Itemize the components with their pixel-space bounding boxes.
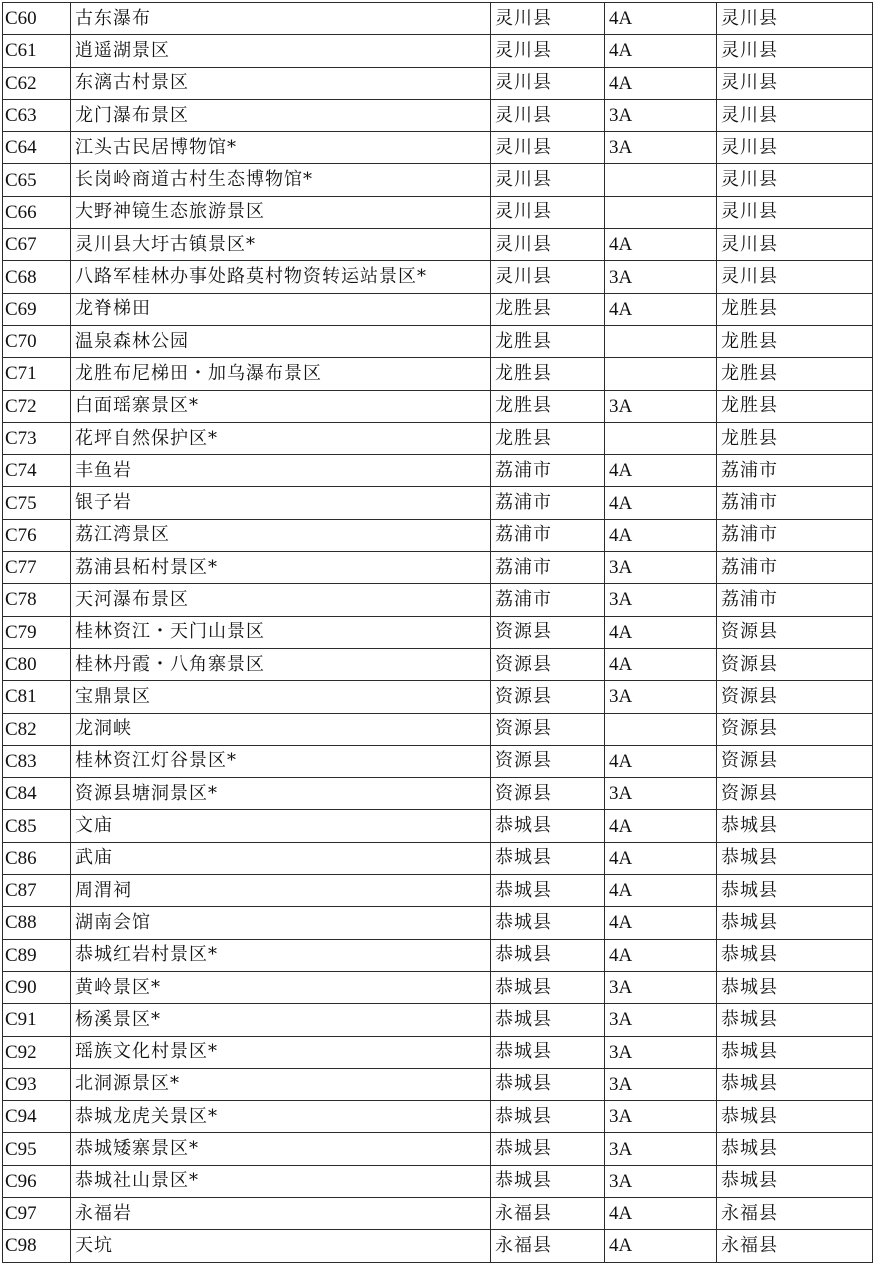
cell-code: C83 bbox=[3, 745, 71, 777]
cell-code: C77 bbox=[3, 552, 71, 584]
cell-code: C69 bbox=[3, 293, 71, 325]
cell-county: 荔浦市 bbox=[491, 584, 605, 616]
cell-grade: 4A bbox=[605, 455, 717, 487]
cell-grade: 3A bbox=[605, 584, 717, 616]
cell-manager: 灵川县 bbox=[717, 164, 873, 196]
table-row bbox=[3, 842, 873, 874]
cell-code: C97 bbox=[3, 1197, 71, 1229]
cell-code: C65 bbox=[3, 164, 71, 196]
cell-scenic-name: 龙门瀑布景区 bbox=[71, 99, 491, 131]
table-row bbox=[3, 648, 873, 680]
cell-county: 恭城县 bbox=[491, 1101, 605, 1133]
cell-manager: 龙胜县 bbox=[717, 325, 873, 357]
table-row bbox=[3, 584, 873, 616]
cell-county: 恭城县 bbox=[491, 939, 605, 971]
table-row bbox=[3, 1068, 873, 1100]
cell-grade: 4A bbox=[605, 745, 717, 777]
cell-county: 灵川县 bbox=[491, 164, 605, 196]
cell-county: 资源县 bbox=[491, 713, 605, 745]
cell-scenic-name: 龙洞峡 bbox=[71, 713, 491, 745]
table-row bbox=[3, 1036, 873, 1068]
cell-grade: 3A bbox=[605, 99, 717, 131]
cell-scenic-name: 八路军桂林办事处路莫村物资转运站景区* bbox=[71, 261, 491, 293]
cell-grade: 4A bbox=[605, 1230, 717, 1262]
cell-manager: 恭城县 bbox=[717, 1068, 873, 1100]
cell-manager: 荔浦市 bbox=[717, 519, 873, 551]
cell-grade: 3A bbox=[605, 390, 717, 422]
table-row bbox=[3, 132, 873, 164]
table-row bbox=[3, 519, 873, 551]
cell-grade: 4A bbox=[605, 616, 717, 648]
cell-code: C91 bbox=[3, 1004, 71, 1036]
cell-code: C81 bbox=[3, 681, 71, 713]
cell-scenic-name: 长岗岭商道古村生态博物馆* bbox=[71, 164, 491, 196]
cell-scenic-name: 恭城龙虎关景区* bbox=[71, 1101, 491, 1133]
cell-manager: 荔浦市 bbox=[717, 487, 873, 519]
cell-code: C72 bbox=[3, 390, 71, 422]
cell-scenic-name: 永福岩 bbox=[71, 1197, 491, 1229]
cell-code: C76 bbox=[3, 519, 71, 551]
table-row bbox=[3, 164, 873, 196]
cell-county: 灵川县 bbox=[491, 196, 605, 228]
cell-county: 永福县 bbox=[491, 1197, 605, 1229]
cell-grade: 3A bbox=[605, 778, 717, 810]
cell-grade: 4A bbox=[605, 939, 717, 971]
cell-manager: 灵川县 bbox=[717, 35, 873, 67]
scenic-spot-table bbox=[2, 2, 873, 1263]
cell-grade bbox=[605, 325, 717, 357]
cell-manager: 恭城县 bbox=[717, 1165, 873, 1197]
cell-scenic-name: 银子岩 bbox=[71, 487, 491, 519]
cell-code: C92 bbox=[3, 1036, 71, 1068]
cell-scenic-name: 文庙 bbox=[71, 810, 491, 842]
cell-code: C78 bbox=[3, 584, 71, 616]
cell-manager: 荔浦市 bbox=[717, 552, 873, 584]
cell-county: 灵川县 bbox=[491, 261, 605, 293]
table-row bbox=[3, 1101, 873, 1133]
table-row bbox=[3, 1133, 873, 1165]
cell-scenic-name: 大野神镜生态旅游景区 bbox=[71, 196, 491, 228]
cell-code: C71 bbox=[3, 358, 71, 390]
cell-grade: 3A bbox=[605, 552, 717, 584]
table-row bbox=[3, 552, 873, 584]
cell-scenic-name: 北洞源景区* bbox=[71, 1068, 491, 1100]
cell-code: C70 bbox=[3, 325, 71, 357]
table-row bbox=[3, 616, 873, 648]
cell-code: C67 bbox=[3, 229, 71, 261]
cell-scenic-name: 恭城社山景区* bbox=[71, 1165, 491, 1197]
cell-grade: 3A bbox=[605, 1133, 717, 1165]
table-row bbox=[3, 35, 873, 67]
cell-county: 灵川县 bbox=[491, 229, 605, 261]
table-row bbox=[3, 325, 873, 357]
cell-county: 恭城县 bbox=[491, 1004, 605, 1036]
table-row bbox=[3, 261, 873, 293]
cell-manager: 恭城县 bbox=[717, 1036, 873, 1068]
cell-code: C61 bbox=[3, 35, 71, 67]
cell-grade: 3A bbox=[605, 261, 717, 293]
cell-grade: 4A bbox=[605, 907, 717, 939]
cell-grade: 4A bbox=[605, 487, 717, 519]
cell-manager: 灵川县 bbox=[717, 132, 873, 164]
cell-code: C86 bbox=[3, 842, 71, 874]
cell-county: 灵川县 bbox=[491, 99, 605, 131]
cell-manager: 灵川县 bbox=[717, 196, 873, 228]
cell-code: C62 bbox=[3, 67, 71, 99]
cell-scenic-name: 白面瑶寨景区* bbox=[71, 390, 491, 422]
cell-grade: 4A bbox=[605, 810, 717, 842]
cell-scenic-name: 温泉森林公园 bbox=[71, 325, 491, 357]
cell-manager: 恭城县 bbox=[717, 1101, 873, 1133]
cell-grade: 3A bbox=[605, 1165, 717, 1197]
table-row bbox=[3, 1165, 873, 1197]
cell-county: 恭城县 bbox=[491, 971, 605, 1003]
cell-manager: 恭城县 bbox=[717, 939, 873, 971]
cell-county: 资源县 bbox=[491, 745, 605, 777]
table-row bbox=[3, 455, 873, 487]
cell-code: C87 bbox=[3, 875, 71, 907]
cell-code: C73 bbox=[3, 422, 71, 454]
cell-code: C79 bbox=[3, 616, 71, 648]
cell-county: 恭城县 bbox=[491, 1036, 605, 1068]
cell-manager: 灵川县 bbox=[717, 261, 873, 293]
cell-manager: 恭城县 bbox=[717, 1133, 873, 1165]
table-row bbox=[3, 99, 873, 131]
cell-scenic-name: 湖南会馆 bbox=[71, 907, 491, 939]
cell-scenic-name: 丰鱼岩 bbox=[71, 455, 491, 487]
table-row bbox=[3, 1197, 873, 1229]
cell-scenic-name: 荔江湾景区 bbox=[71, 519, 491, 551]
cell-manager: 龙胜县 bbox=[717, 422, 873, 454]
cell-county: 龙胜县 bbox=[491, 325, 605, 357]
cell-manager: 恭城县 bbox=[717, 971, 873, 1003]
cell-county: 荔浦市 bbox=[491, 455, 605, 487]
cell-grade: 4A bbox=[605, 35, 717, 67]
cell-manager: 灵川县 bbox=[717, 229, 873, 261]
cell-county: 恭城县 bbox=[491, 875, 605, 907]
table-row bbox=[3, 810, 873, 842]
cell-county: 灵川县 bbox=[491, 35, 605, 67]
cell-code: C85 bbox=[3, 810, 71, 842]
table-row bbox=[3, 422, 873, 454]
cell-code: C63 bbox=[3, 99, 71, 131]
table-row bbox=[3, 67, 873, 99]
cell-county: 永福县 bbox=[491, 1230, 605, 1262]
cell-manager: 荔浦市 bbox=[717, 584, 873, 616]
table-row bbox=[3, 1004, 873, 1036]
cell-scenic-name: 桂林丹霞・八角寨景区 bbox=[71, 648, 491, 680]
cell-county: 恭城县 bbox=[491, 810, 605, 842]
cell-code: C60 bbox=[3, 3, 71, 35]
cell-code: C80 bbox=[3, 648, 71, 680]
cell-scenic-name: 天河瀑布景区 bbox=[71, 584, 491, 616]
cell-grade bbox=[605, 358, 717, 390]
cell-code: C82 bbox=[3, 713, 71, 745]
cell-county: 荔浦市 bbox=[491, 519, 605, 551]
cell-scenic-name: 资源县塘洞景区* bbox=[71, 778, 491, 810]
table-row bbox=[3, 875, 873, 907]
cell-scenic-name: 天坑 bbox=[71, 1230, 491, 1262]
cell-county: 灵川县 bbox=[491, 3, 605, 35]
cell-scenic-name: 花坪自然保护区* bbox=[71, 422, 491, 454]
cell-manager: 资源县 bbox=[717, 745, 873, 777]
cell-grade: 4A bbox=[605, 3, 717, 35]
table-row bbox=[3, 293, 873, 325]
cell-manager: 荔浦市 bbox=[717, 455, 873, 487]
cell-code: C75 bbox=[3, 487, 71, 519]
cell-code: C84 bbox=[3, 778, 71, 810]
cell-county: 恭城县 bbox=[491, 842, 605, 874]
cell-scenic-name: 瑶族文化村景区* bbox=[71, 1036, 491, 1068]
cell-code: C66 bbox=[3, 196, 71, 228]
table-row bbox=[3, 229, 873, 261]
cell-grade: 4A bbox=[605, 842, 717, 874]
table-body bbox=[3, 3, 873, 1263]
cell-manager: 灵川县 bbox=[717, 67, 873, 99]
cell-scenic-name: 武庙 bbox=[71, 842, 491, 874]
cell-scenic-name: 东漓古村景区 bbox=[71, 67, 491, 99]
cell-manager: 龙胜县 bbox=[717, 390, 873, 422]
cell-code: C95 bbox=[3, 1133, 71, 1165]
cell-county: 龙胜县 bbox=[491, 422, 605, 454]
cell-code: C88 bbox=[3, 907, 71, 939]
table-row bbox=[3, 358, 873, 390]
cell-manager: 龙胜县 bbox=[717, 293, 873, 325]
cell-county: 资源县 bbox=[491, 616, 605, 648]
cell-grade: 3A bbox=[605, 971, 717, 1003]
table-row bbox=[3, 390, 873, 422]
table-row bbox=[3, 487, 873, 519]
table-row bbox=[3, 713, 873, 745]
cell-county: 恭城县 bbox=[491, 1133, 605, 1165]
cell-grade: 3A bbox=[605, 681, 717, 713]
cell-manager: 恭城县 bbox=[717, 1004, 873, 1036]
cell-grade: 4A bbox=[605, 519, 717, 551]
cell-manager: 资源县 bbox=[717, 648, 873, 680]
cell-manager: 恭城县 bbox=[717, 875, 873, 907]
table-row bbox=[3, 196, 873, 228]
cell-scenic-name: 龙胜布尼梯田・加乌瀑布景区 bbox=[71, 358, 491, 390]
cell-county: 资源县 bbox=[491, 778, 605, 810]
cell-scenic-name: 荔浦县柘村景区* bbox=[71, 552, 491, 584]
cell-county: 恭城县 bbox=[491, 907, 605, 939]
cell-manager: 资源县 bbox=[717, 778, 873, 810]
table-row bbox=[3, 745, 873, 777]
cell-manager: 灵川县 bbox=[717, 3, 873, 35]
cell-code: C90 bbox=[3, 971, 71, 1003]
cell-grade: 4A bbox=[605, 1197, 717, 1229]
cell-scenic-name: 黄岭景区* bbox=[71, 971, 491, 1003]
cell-manager: 恭城县 bbox=[717, 810, 873, 842]
table-row bbox=[3, 971, 873, 1003]
cell-county: 灵川县 bbox=[491, 132, 605, 164]
cell-scenic-name: 灵川县大圩古镇景区* bbox=[71, 229, 491, 261]
cell-county: 恭城县 bbox=[491, 1165, 605, 1197]
cell-code: C64 bbox=[3, 132, 71, 164]
cell-county: 龙胜县 bbox=[491, 293, 605, 325]
cell-grade bbox=[605, 196, 717, 228]
cell-county: 荔浦市 bbox=[491, 552, 605, 584]
cell-grade: 4A bbox=[605, 229, 717, 261]
table-row bbox=[3, 778, 873, 810]
cell-manager: 恭城县 bbox=[717, 842, 873, 874]
cell-grade: 3A bbox=[605, 1101, 717, 1133]
cell-scenic-name: 逍遥湖景区 bbox=[71, 35, 491, 67]
table-row bbox=[3, 3, 873, 35]
cell-county: 恭城县 bbox=[491, 1068, 605, 1100]
cell-manager: 龙胜县 bbox=[717, 358, 873, 390]
cell-county: 资源县 bbox=[491, 648, 605, 680]
cell-scenic-name: 古东瀑布 bbox=[71, 3, 491, 35]
cell-manager: 资源县 bbox=[717, 616, 873, 648]
cell-scenic-name: 周渭祠 bbox=[71, 875, 491, 907]
cell-grade: 3A bbox=[605, 1068, 717, 1100]
cell-scenic-name: 恭城矮寨景区* bbox=[71, 1133, 491, 1165]
cell-code: C96 bbox=[3, 1165, 71, 1197]
cell-grade: 4A bbox=[605, 648, 717, 680]
table-row bbox=[3, 1230, 873, 1262]
cell-manager: 永福县 bbox=[717, 1230, 873, 1262]
cell-scenic-name: 杨溪景区* bbox=[71, 1004, 491, 1036]
cell-scenic-name: 宝鼎景区 bbox=[71, 681, 491, 713]
table-row bbox=[3, 681, 873, 713]
cell-manager: 灵川县 bbox=[717, 99, 873, 131]
cell-manager: 资源县 bbox=[717, 681, 873, 713]
cell-county: 荔浦市 bbox=[491, 487, 605, 519]
cell-code: C74 bbox=[3, 455, 71, 487]
cell-scenic-name: 龙脊梯田 bbox=[71, 293, 491, 325]
table-row bbox=[3, 939, 873, 971]
cell-manager: 资源县 bbox=[717, 713, 873, 745]
cell-code: C98 bbox=[3, 1230, 71, 1262]
cell-county: 龙胜县 bbox=[491, 390, 605, 422]
cell-grade: 4A bbox=[605, 293, 717, 325]
cell-code: C89 bbox=[3, 939, 71, 971]
cell-grade: 3A bbox=[605, 132, 717, 164]
cell-code: C94 bbox=[3, 1101, 71, 1133]
cell-scenic-name: 桂林资江・天门山景区 bbox=[71, 616, 491, 648]
cell-grade: 4A bbox=[605, 67, 717, 99]
cell-grade: 4A bbox=[605, 875, 717, 907]
cell-manager: 永福县 bbox=[717, 1197, 873, 1229]
cell-county: 灵川县 bbox=[491, 67, 605, 99]
cell-grade bbox=[605, 164, 717, 196]
cell-code: C93 bbox=[3, 1068, 71, 1100]
table-row bbox=[3, 907, 873, 939]
cell-scenic-name: 桂林资江灯谷景区* bbox=[71, 745, 491, 777]
cell-scenic-name: 恭城红岩村景区* bbox=[71, 939, 491, 971]
scenic-spot-table-page bbox=[2, 2, 873, 1263]
cell-grade: 3A bbox=[605, 1004, 717, 1036]
cell-code: C68 bbox=[3, 261, 71, 293]
cell-county: 龙胜县 bbox=[491, 358, 605, 390]
cell-county: 资源县 bbox=[491, 681, 605, 713]
cell-scenic-name: 江头古民居博物馆* bbox=[71, 132, 491, 164]
cell-manager: 恭城县 bbox=[717, 907, 873, 939]
cell-grade bbox=[605, 713, 717, 745]
cell-grade bbox=[605, 422, 717, 454]
cell-grade: 3A bbox=[605, 1036, 717, 1068]
